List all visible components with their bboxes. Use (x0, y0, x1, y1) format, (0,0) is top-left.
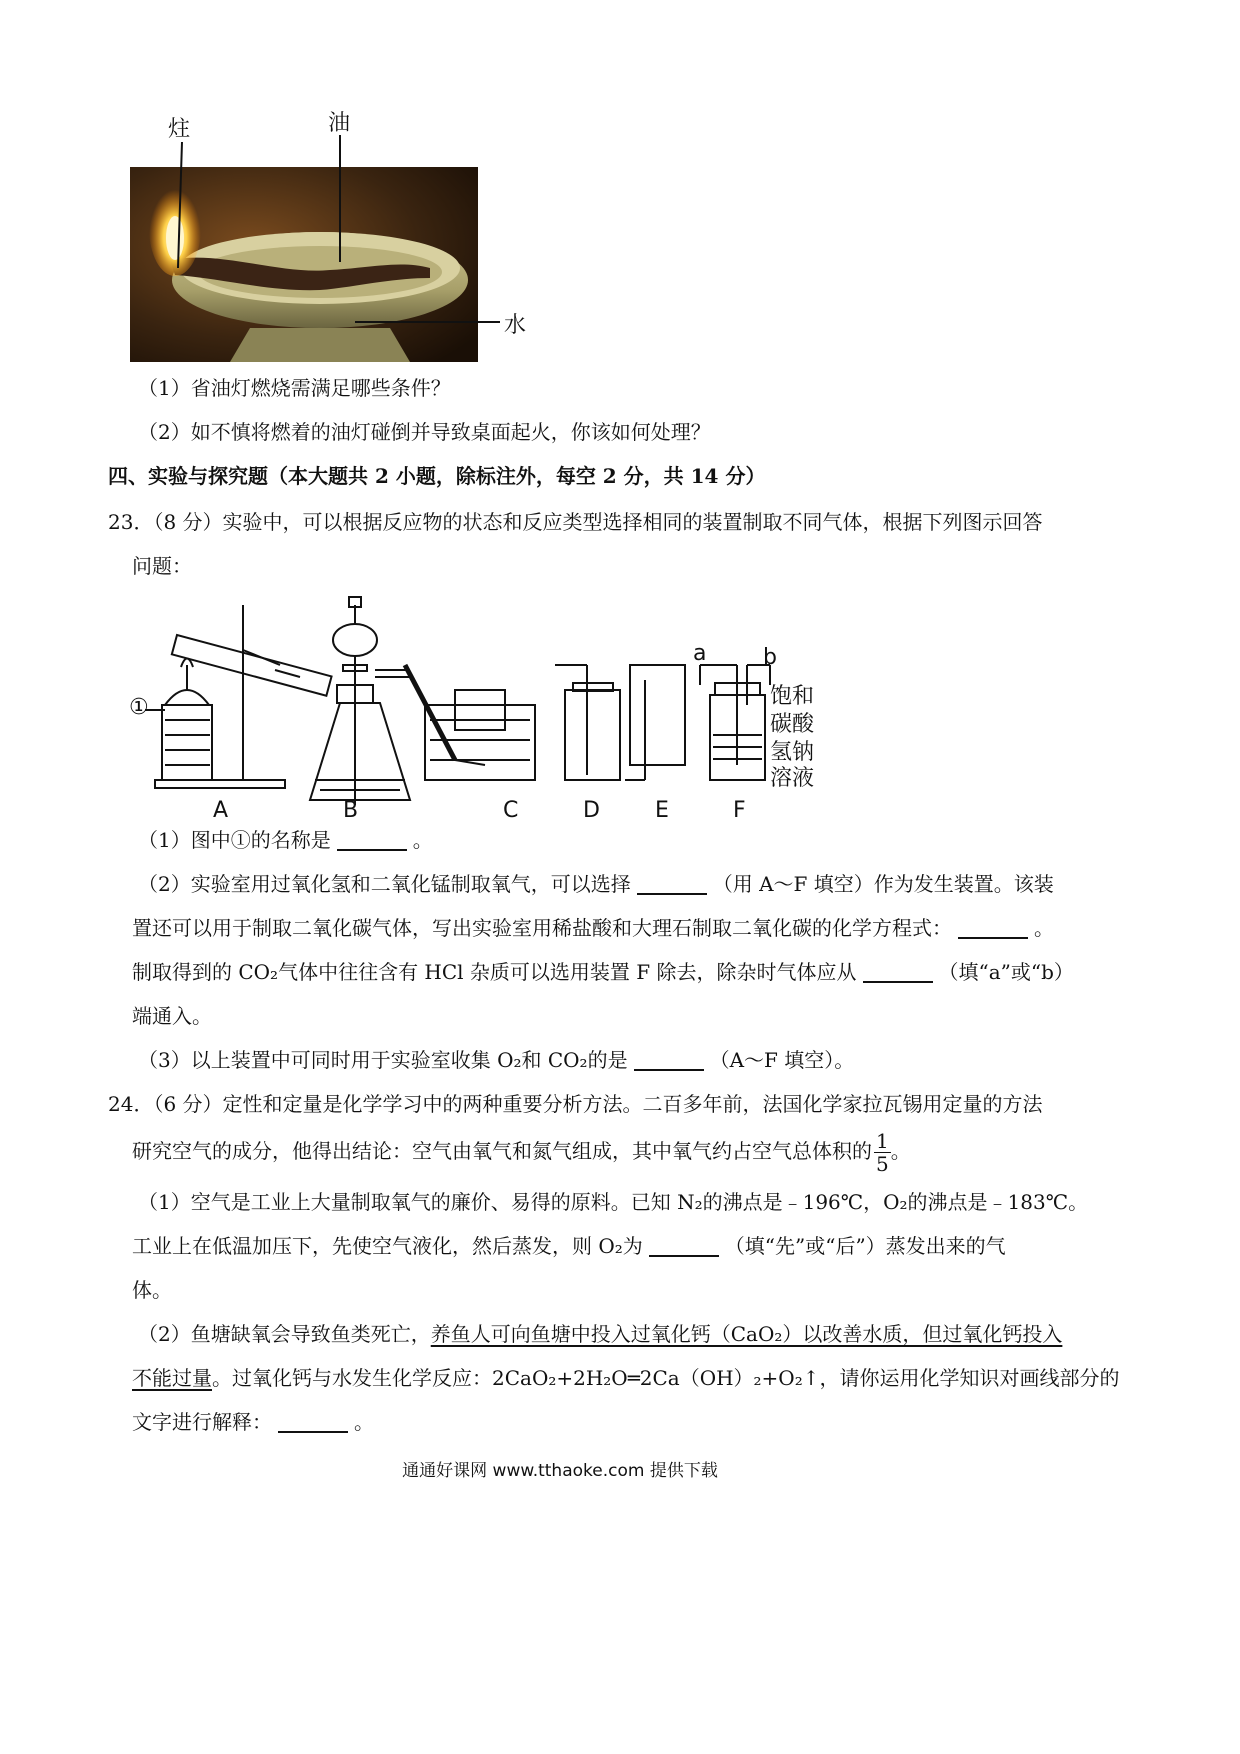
apparatus-E (625, 665, 685, 780)
q22-sub2: （2）如不慎将燃着的油灯碰倒并导致桌面起火，你该如何处理？ (138, 420, 711, 444)
q24-sub2-line1: （2）鱼塘缺氧会导致鱼类死亡，养鱼人可向鱼塘中投入过氧化钙（CaO₂）以改善水质，但过氧化钙投入 (138, 1322, 1063, 1346)
q23-stem-line2: 问题： (132, 554, 192, 578)
apparatus-A (145, 605, 332, 788)
f-solution-line3: 氢钠 (770, 740, 815, 765)
underlined-text: 养鱼人可向鱼塘中投入过氧化钙（CaO₂）以改善水质，但过氧化钙投入 (430, 1322, 1063, 1346)
label-E: E (655, 798, 669, 823)
page-footer: 通通好课网 www.tthaoke.com 提供下载 (402, 1461, 718, 1481)
apparatus-C (405, 665, 535, 780)
label-A: A (213, 798, 229, 823)
fraction-one-fifth: $\frac{1}{5}$ (876, 1129, 889, 1176)
q23-sub2-line4: 端通入。 (132, 1004, 212, 1028)
port-a-label: a (693, 641, 707, 666)
q23-stem-line1: 23．（8 分）实验中，可以根据反应物的状态和反应类型选择相同的装置制取不同气体，根据下列图示回答 (108, 510, 1043, 534)
label-D: D (583, 798, 600, 823)
apparatus-B (310, 597, 410, 805)
answer-blank[interactable] (958, 917, 1028, 939)
answer-blank[interactable] (278, 1411, 348, 1433)
q24-sub1-line3: 体。 (132, 1278, 172, 1302)
label-F: F (733, 798, 746, 823)
q24-sub1-line2: 工业上在低温加压下，先使空气液化，然后蒸发，则 O₂为 （填“先”或“后”）蒸发出来的气 (132, 1234, 1006, 1258)
q24-sub2-line3: 文字进行解释： 。 (132, 1410, 374, 1434)
q24-stem-line1: 24．（6 分）定性和定量是化学学习中的两种重要分析方法。二百多年前，法国化学家拉瓦锡用定量的方法 (108, 1092, 1043, 1116)
label-C: C (503, 798, 519, 823)
q24-stem-line2: 研究空气的成分，他得出结论：空气由氧气和氮气组成，其中氧气约占空气总体积的 $\frac{1}{5}$ 。 (132, 1129, 911, 1176)
label-oil: 油 (328, 111, 351, 136)
q24-sub1-line1: （1）空气是工业上大量制取氧气的廉价、易得的原料。已知 N₂的沸点是﹣196℃，O₂的沸点是﹣183℃。 (138, 1190, 1089, 1214)
apparatus-D (555, 665, 620, 780)
apparatus-F (700, 665, 770, 780)
q23-sub2-line1: （2）实验室用过氧化氢和二氧化锰制取氧气，可以选择 （用 A～F 填空）作为发生装置。该装 (138, 872, 1054, 896)
f-solution-line4: 溶液 (770, 766, 815, 791)
q22-sub1: （1）省油灯燃烧需满足哪些条件？ (138, 376, 451, 400)
label-B: B (343, 798, 359, 823)
q23-sub2-line2: 置还可以用于制取二氧化碳气体，写出实验室用稀盐酸和大理石制取二氧化碳的化学方程式： 。 (132, 916, 1054, 940)
circled-label-1: ① (129, 695, 149, 720)
oil-lamp-figure (130, 110, 550, 370)
answer-blank[interactable] (337, 829, 407, 851)
answer-blank[interactable] (634, 1049, 704, 1071)
f-solution-line2: 碳酸 (770, 712, 815, 737)
q23-sub2-line3: 制取得到的 CO₂气体中往往含有 HCl 杂质可以选用装置 F 除去，除杂时气体应从 （填“a”或“b） (132, 960, 1074, 984)
answer-blank[interactable] (649, 1235, 719, 1257)
apparatus-figure (125, 595, 825, 825)
q24-sub2-line2: 不能过量。过氧化钙与水发生化学反应：2CaO₂+2H₂O═2Ca（OH）₂+O₂↑，请你运用化学知识对画线部分的 (132, 1366, 1120, 1390)
port-b-label: b (763, 645, 777, 670)
oil-lamp-photo (130, 110, 550, 370)
f-solution-line1: 饱和 (770, 684, 815, 709)
label-wick: 炷 (168, 117, 191, 142)
answer-blank[interactable] (637, 873, 707, 895)
label-water: 水 (504, 313, 527, 338)
underlined-text: 不能过量 (132, 1366, 212, 1390)
q23-sub3: （3）以上装置中可同时用于实验室收集 O₂和 CO₂的是 （A～F 填空）。 (138, 1048, 855, 1072)
q23-sub1: （1）图中①的名称是 。 (138, 828, 433, 852)
apparatus-diagram (125, 595, 825, 825)
section4-title: 四、实验与探究题（本大题共 2 小题，除标注外，每空 2 分，共 14 分） (108, 464, 766, 488)
answer-blank[interactable] (863, 961, 933, 983)
